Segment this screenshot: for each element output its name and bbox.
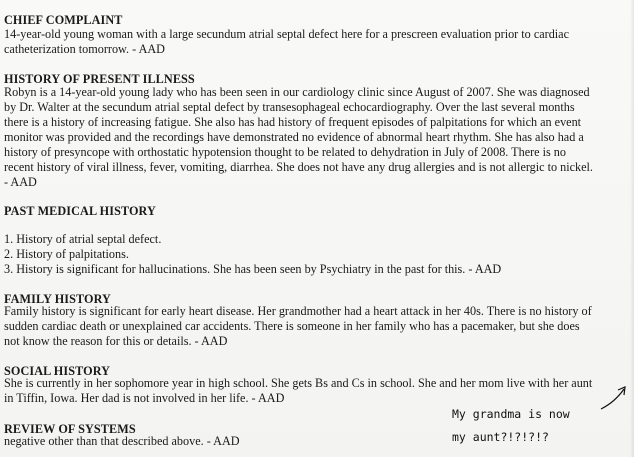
family-history-line: sudden cardiac death or unexplained car accidents. There is someone in her family who has a pacemaker, but she does xyxy=(4,319,580,333)
hpi-line: Robyn is a 14-year-old young lady who has been seen in our cardiology clinic since August of 2007. She was diagnosed xyxy=(4,85,590,99)
hpi-line: by Dr. Walter at the secundum atrial septal defect by transesophageal echocardiography. Over the last several months xyxy=(4,100,575,114)
social-history-line: in Tiffin, Iowa. Her dad is not involved in her life. - AAD xyxy=(4,391,285,405)
family-history-line: not know the reason for this or details. - AAD xyxy=(4,334,228,348)
hpi-line: history of presyncope with orthostatic hypotension thought to be related to dehydration in July of 2008. There is no xyxy=(4,145,566,159)
scan-edge-shadow xyxy=(630,0,634,457)
social-history-line: She is currently in her sophomore year in high school. She gets Bs and Cs in school. She and her mom live with her aunt xyxy=(4,376,593,390)
social-history-heading: SOCIAL HISTORY xyxy=(4,364,111,378)
hpi-line: recent history of viral illness, fever, vomiting, diarrhea. She does not have any drug allergies and is not allergic to nickel. xyxy=(4,160,593,174)
hpi-line: there is a history of increasing fatigue. She also has had history of frequent episodes of palpitations for which an event xyxy=(4,115,582,129)
past-medical-heading: PAST MEDICAL HISTORY xyxy=(4,204,156,218)
annotation-note-line: My grandma is now xyxy=(452,407,570,421)
past-medical-line: 2. History of palpitations. xyxy=(4,247,129,261)
family-history-line: Family history is significant for early heart disease. Her grandmother had a heart attack in her 40s. There is no history of xyxy=(4,304,592,318)
hpi-heading: HISTORY OF PRESENT ILLNESS xyxy=(4,72,195,86)
past-medical-line: 3. History is significant for hallucinations. She has been seen by Psychiatry in the past for this. - AAD xyxy=(4,262,502,276)
chief-complaint-line: catheterization tomorrow. - AAD xyxy=(4,42,165,56)
hpi-line: monitor was provided and the recordings have demonstrated no evidence of abnormal heart rhythm. She has also had a xyxy=(4,130,584,144)
family-history-heading: FAMILY HISTORY xyxy=(4,292,111,306)
annotation-arrow-icon xyxy=(597,383,629,413)
hpi-line: - AAD xyxy=(4,175,37,189)
review-of-systems-heading: REVIEW OF SYSTEMS xyxy=(4,422,136,436)
chief-complaint-heading: CHIEF COMPLAINT xyxy=(4,13,123,27)
review-of-systems-line: negative other than that described above. - AAD xyxy=(4,434,240,448)
past-medical-line: 1. History of atrial septal defect. xyxy=(4,232,162,246)
annotation-note-line: my aunt?!?!?!? xyxy=(452,430,549,444)
chief-complaint-line: 14-year-old young woman with a large secundum atrial septal defect here for a prescreen evaluation prior to cardiac xyxy=(4,27,569,41)
